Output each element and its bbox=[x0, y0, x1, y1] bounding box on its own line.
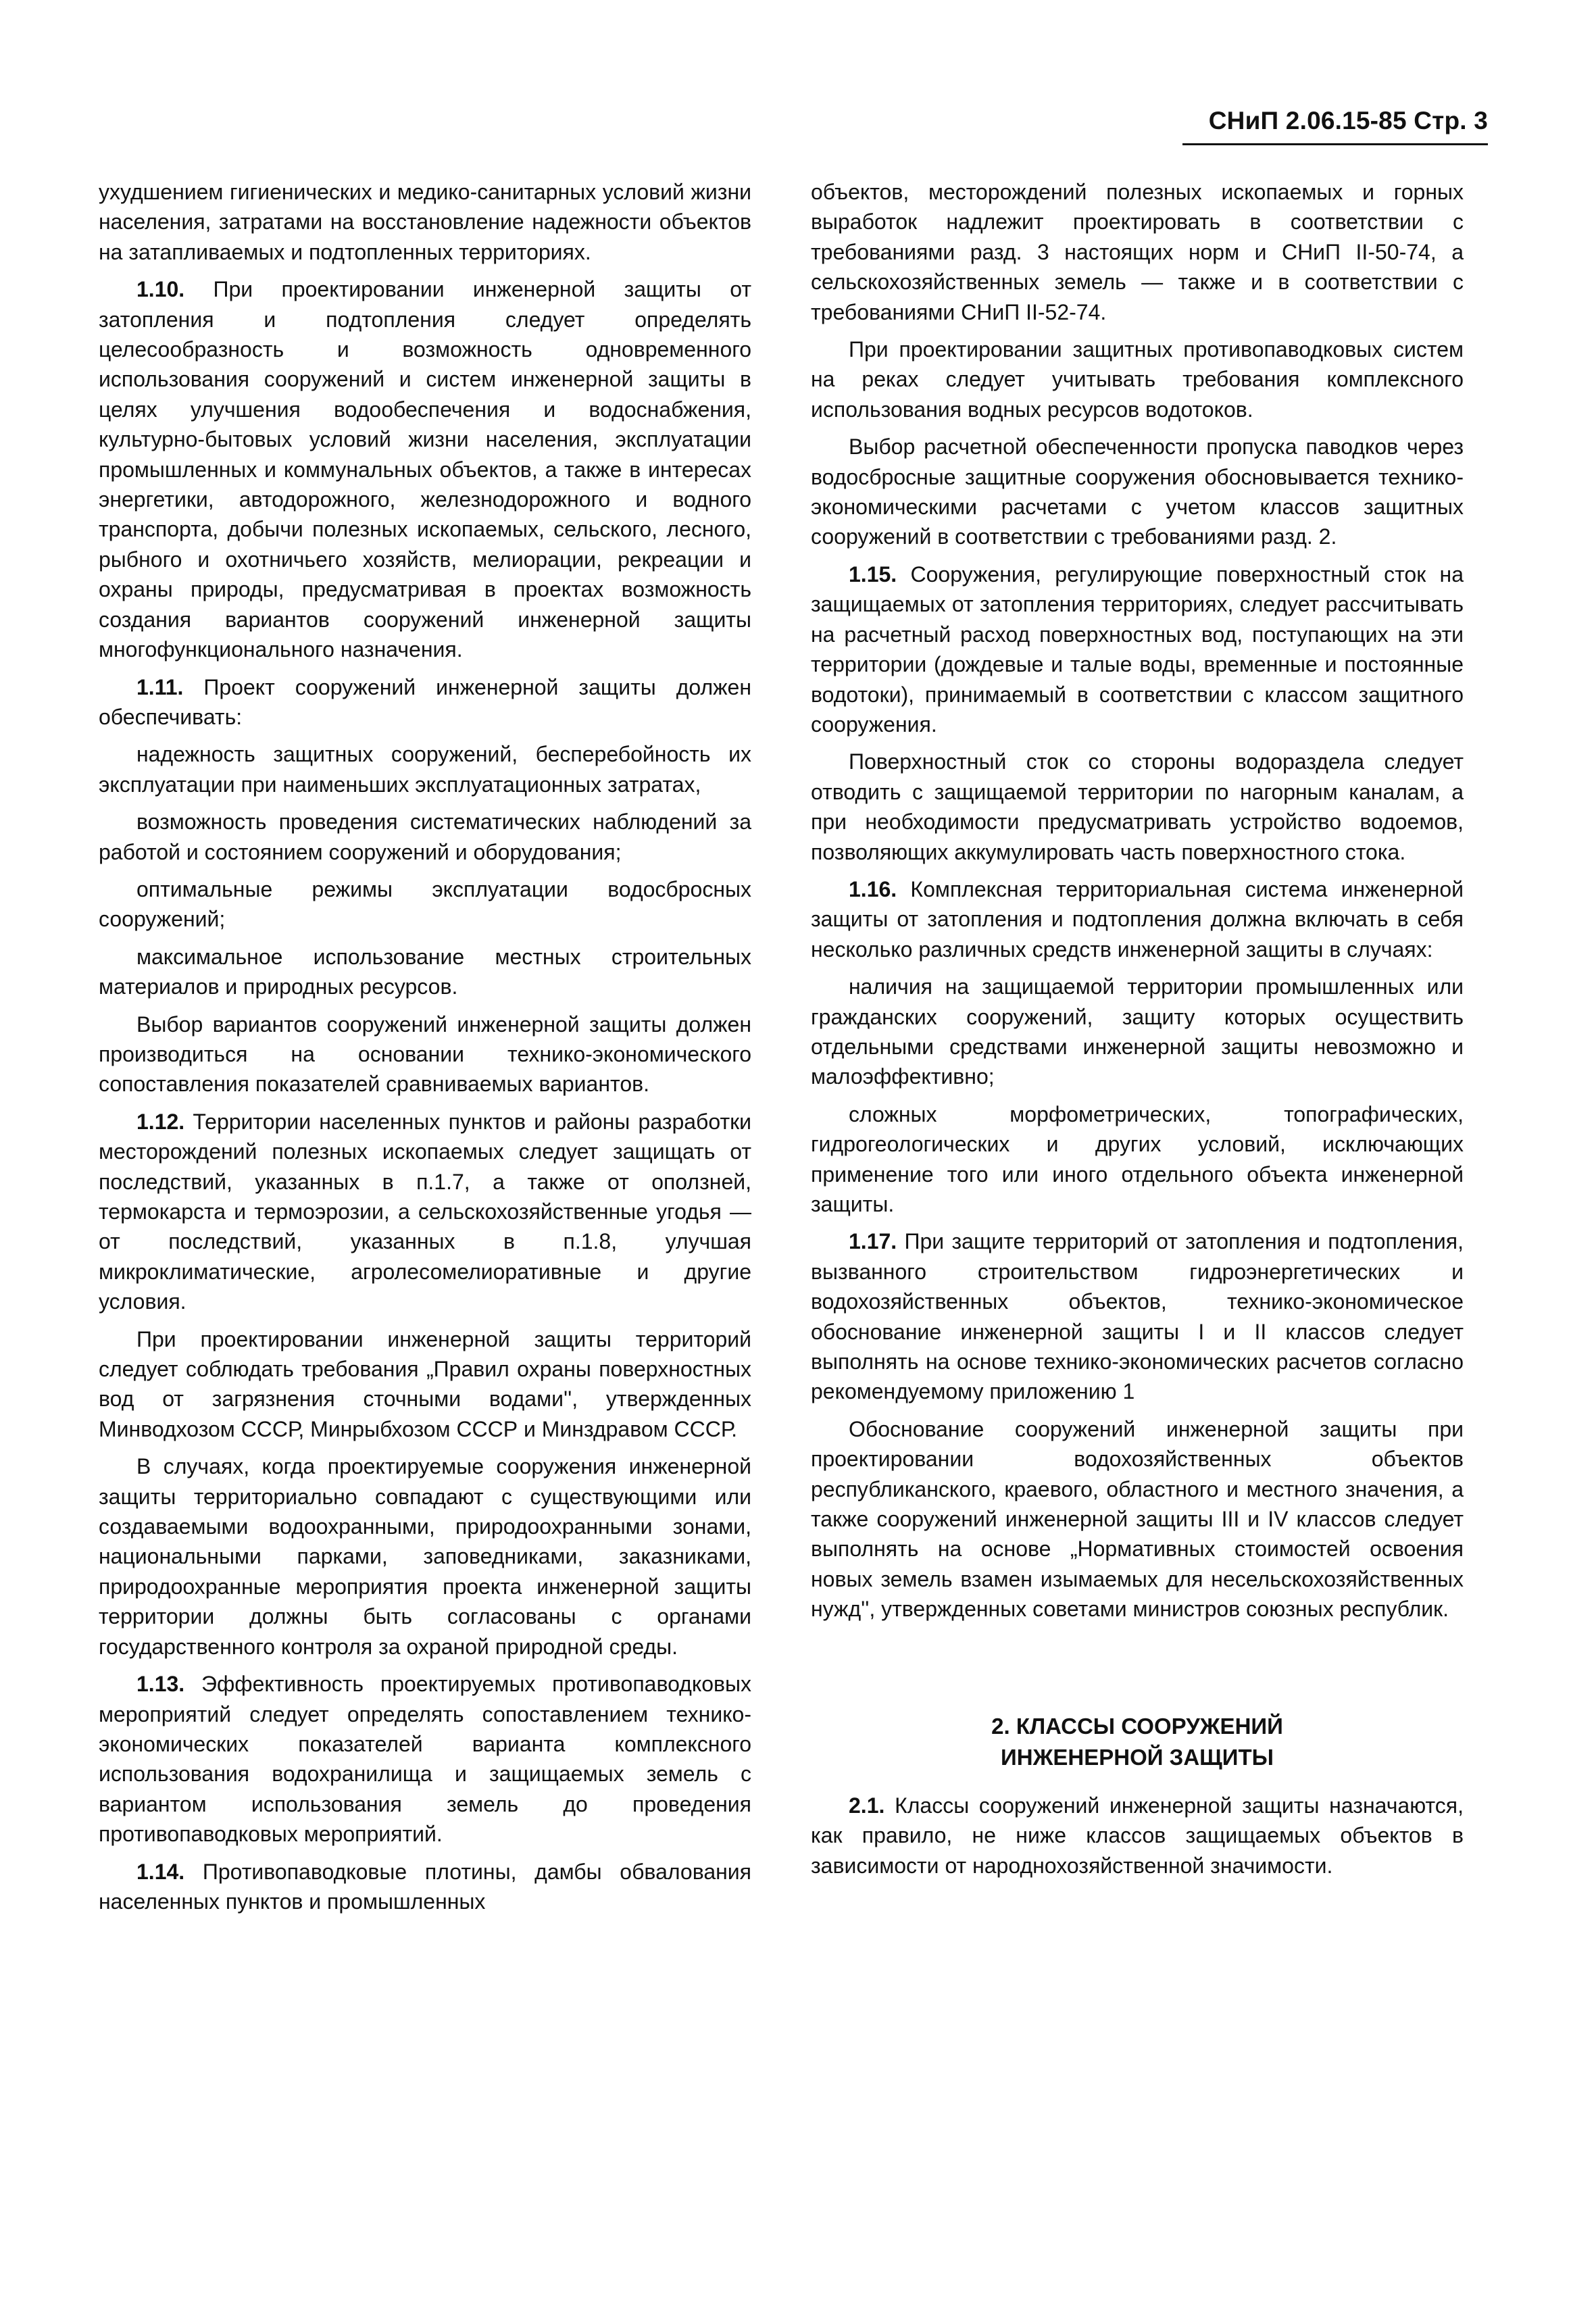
paragraph-1-13 bbox=[99, 1669, 751, 1849]
paragraph-number: 1.14. bbox=[136, 1859, 185, 1884]
section-title bbox=[811, 1711, 1464, 1773]
paragraph-1-14 bbox=[99, 1857, 751, 1917]
list-item: сложных морфометрических, топографических, гидрогеологических и других условий, исключающих применение того или иного отдельного объекта инженерной защиты. bbox=[811, 1101, 1464, 1216]
left-column bbox=[99, 177, 751, 1924]
running-header: СНиП 2.06.15-85 Стр. 3 bbox=[1208, 107, 1488, 134]
paragraph-number: 1.15. bbox=[849, 562, 897, 587]
paragraph: При проектировании защитных противопаводковых систем на реках следует учитывать требования комплексного использования водных ресурсов водотоков. bbox=[811, 337, 1464, 422]
paragraph-number: 2.1. bbox=[849, 1793, 885, 1818]
paragraph-text: При проектировании инженерной защиты от затопления и подтопления следует определять целесообразность и возможность одновременного использования сооружений и систем инженерной защиты в целях улучшения водообеспечения и водоснабжения, культурно-бытовых условий жизни населения, эксплуатации промышленных и коммунальных объектов, а также в интересах энергетики, автодорожного, железнодорожного и водного транспорта, добычи полезных ископаемых, сельского, лесного, рыбного и охотничьего хозяйств, мелиорации, рекреации и охраны природы, предусматривая в проектах возможность создания вариантов сооружений инженерной защиты многофункционального назначения. bbox=[99, 277, 751, 662]
list-item: наличия на защищаемой территории промышленных или гражданских сооружений, защиту которых осуществить отдельными средствами инженерной защиты невозможно и малоэффективно; bbox=[811, 974, 1464, 1089]
section-title-line: ИНЖЕНЕРНОЙ ЗАЩИТЫ bbox=[1001, 1744, 1274, 1770]
paragraph-text: Классы сооружений инженерной защиты назначаются, как правило, не ниже классов защищаемых объектов в зависимости от народнохозяйственной значимости. bbox=[811, 1793, 1464, 1878]
header-rule bbox=[1182, 143, 1488, 145]
paragraph-text: Комплексная территориальная система инженерной защиты от затопления и подтопления должна включать в себя несколько различных средств инженерной защиты в случаях: bbox=[811, 876, 1464, 962]
paragraph-text: Эффективность проектируемых противопаводковых мероприятий следует определять сопоставлением технико-экономических показателей варианта комплексного использования водохранилища и защищаемых земель с вариантом использования земель до проведения противопаводковых мероприятий. bbox=[99, 1672, 751, 1847]
paragraph-number: 1.11. bbox=[136, 674, 184, 699]
paragraph-1-15 bbox=[811, 559, 1464, 739]
paragraph-1-11 bbox=[99, 672, 751, 732]
paragraph: При проектировании инженерной защиты территорий следует соблюдать требования „Правил охраны поверхностных вод от загрязнения сточными водами'', утвержденных Минводхозом СССР, Минрыбхозом СССР и Минздравом СССР. bbox=[99, 1326, 751, 1441]
paragraph: объектов, месторождений полезных ископаемых и горных выработок надлежит проектировать в соответствии с требованиями разд. 3 настоящих норм и СНиП II-50-74, а сельскохозяйственных земель — также и в соответствии с требованиями СНиП II-52-74. bbox=[811, 180, 1464, 324]
list-item: максимальное использование местных строительных материалов и природных ресурсов. bbox=[99, 944, 751, 999]
paragraph-2-1 bbox=[811, 1791, 1464, 1881]
paragraph-1-12 bbox=[99, 1107, 751, 1317]
paragraph-number: 1.10. bbox=[136, 277, 185, 302]
paragraph: Поверхностный сток со стороны водораздела следует отводить с защищаемой территории по нагорным каналам, а при необходимости предусматривать устройство водоемов, позволяющих аккумулировать часть поверхностного стока. bbox=[811, 749, 1464, 864]
paragraph-number: 1.13. bbox=[136, 1672, 185, 1697]
paragraph-1-10 bbox=[99, 274, 751, 664]
paragraph: Обоснование сооружений инженерной защиты при проектировании водохозяйственных объектов республиканского, краевого, областного и местного значения, а также сооружений инженерной защиты III и IV классов следует выполнять на основе „Нормативных стоимостей освоения новых земель взамен изымаемых для несельскохозяйственных нужд'', утвержденных советами министров союзных республик. bbox=[811, 1416, 1464, 1622]
paragraph: Выбор вариантов сооружений инженерной защиты должен производиться на основании технико-экономического сопоставления показателей сравниваемых вариантов. bbox=[99, 1012, 751, 1097]
paragraph-text: Территории населенных пунктов и районы разработки месторождений полезных ископаемых следует защищать от последствий, указанных в п.1.7, а также от оползней, термокарста и термоэрозии, а сельскохозяйственные угодья — от последствий, указанных в п.1.8, улучшая микроклиматические, агролесомелиоративные и другие условия. bbox=[99, 1109, 751, 1314]
paragraph-1-16 bbox=[811, 874, 1464, 964]
paragraph-number: 1.17. bbox=[849, 1229, 897, 1254]
list-item: возможность проведения систематических наблюдений за работой и состоянием сооружений и оборудования; bbox=[99, 810, 751, 864]
paragraph: В случаях, когда проектируемые сооружения инженерной защиты территориально совпадают с существующими или создаваемыми водоохранными, природоохранными зонами, национальными парками, заповедниками, заказниками, природоохранные мероприятия проекта инженерной защиты территории должны быть согласованы с органами государственного контроля за охраной природной среды. bbox=[99, 1454, 751, 1659]
paragraph-text: Сооружения, регулирующие поверхностный сток на защищаемых от затопления территориях, следует рассчитывать на расчетный расход поверхностных вод, поступающих на эти территории (дождевые и талые воды, временные и постоянные водотоки), принимаемый в соответствии с классом защитного сооружения. bbox=[811, 562, 1464, 737]
paragraph-number: 1.16. bbox=[849, 876, 897, 901]
list-item: оптимальные режимы эксплуатации водосбросных сооружений; bbox=[99, 876, 751, 932]
paragraph-text: Противопаводковые плотины, дамбы обвалования населенных пунктов и промышленных bbox=[99, 1859, 751, 1914]
paragraph-text: При защите территорий от затопления и подтопления, вызванного строительством гидроэнергетических и водохозяйственных объектов, технико-экономическое обоснование инженерной защиты I и II классов следует выполнять на основе технико-экономических расчетов согласно рекомендуемому приложению 1 bbox=[811, 1229, 1464, 1404]
paragraph: ухудшением гигиенических и медико-санитарных условий жизни населения, затратами на восстановление надежности объектов на затапливаемых и подтопленных территориях. bbox=[99, 180, 751, 264]
right-column bbox=[811, 177, 1464, 1888]
paragraph-1-17 bbox=[811, 1226, 1464, 1406]
paragraph-number: 1.12. bbox=[136, 1109, 185, 1134]
section-title-line: 2. КЛАССЫ СООРУЖЕНИЙ bbox=[991, 1713, 1283, 1739]
paragraph-text: Проект сооружений инженерной защиты должен обеспечивать: bbox=[99, 674, 751, 729]
list-item: надежность защитных сооружений, бесперебойность их эксплуатации при наименьших эксплуатационных затратах, bbox=[99, 742, 751, 797]
paragraph: Выбор расчетной обеспеченности пропуска паводков через водосбросные защитные сооружения обосновывается технико-экономическими расчетами с учетом классов защитных сооружений в соответствии с требованиями разд. 2. bbox=[811, 434, 1464, 549]
